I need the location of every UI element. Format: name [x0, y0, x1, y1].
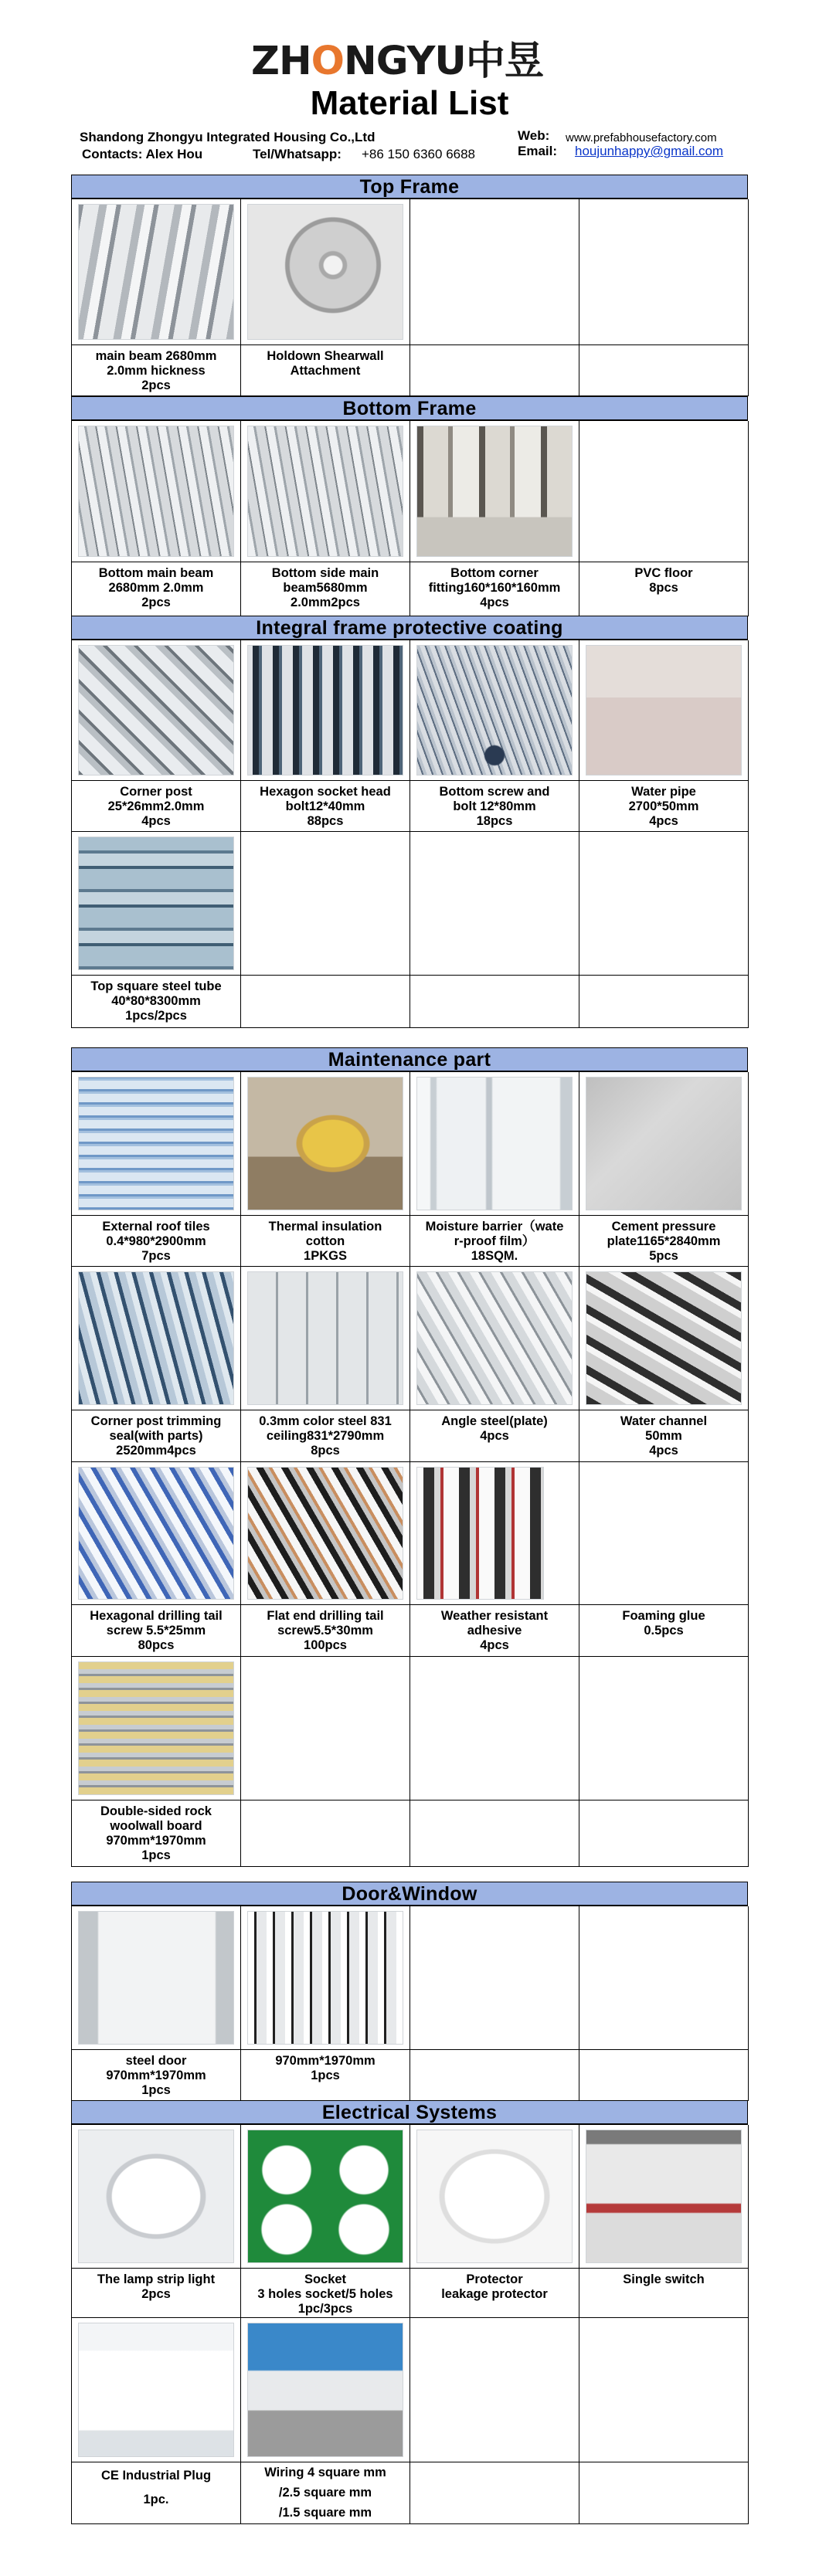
item-caption: Protector leakage protector	[410, 2269, 579, 2318]
empty-cell	[241, 976, 410, 1028]
bottom-screw-photo	[410, 640, 579, 781]
item-caption: Foaming glue 0.5pcs	[579, 1605, 749, 1657]
item-caption: Angle steel(plate) 4pcs	[410, 1410, 579, 1462]
window-photo	[241, 1906, 410, 2050]
empty-cell	[241, 1800, 410, 1867]
web-value: www.prefabhousefactory.com	[566, 131, 717, 144]
empty-cell	[579, 1657, 749, 1800]
angle-steel-photo	[410, 1267, 579, 1410]
insulation-cotton-photo	[241, 1072, 410, 1216]
section-title-bottom-frame: Bottom Frame	[71, 396, 748, 420]
item-caption: 0.3mm color steel 831 ceiling831*2790mm 8pcs	[241, 1410, 410, 1462]
bottom-side-beam-photo	[241, 421, 410, 562]
empty-cell	[410, 199, 579, 345]
protector-photo	[410, 2125, 579, 2269]
empty-cell	[579, 976, 749, 1028]
item-caption: Hexagon socket head bolt12*40mm 88pcs	[241, 781, 410, 832]
empty-cell	[410, 2462, 579, 2524]
main-beam-photo	[72, 199, 241, 345]
section-bottom-frame	[71, 396, 748, 616]
tel-label: Tel/Whatsapp:	[253, 147, 342, 161]
section-title-integral-frame: Integral frame protective coating	[71, 616, 748, 640]
material-grid	[71, 420, 748, 616]
item-caption: Corner post 25*26mm2.0mm 4pcs	[72, 781, 241, 832]
steel-door-photo	[72, 1906, 241, 2050]
empty-cell	[410, 1906, 579, 2050]
hex-bolt-photo	[241, 640, 410, 781]
holdown-photo	[241, 199, 410, 345]
empty-cell	[579, 421, 749, 562]
item-caption: Double-sided rock woolwall board 970mm*1970mm 1pcs	[72, 1800, 241, 1867]
item-caption: Hexagonal drilling tail screw 5.5*25mm 80pcs	[72, 1605, 241, 1657]
item-caption: Wiring 4 square mm /2.5 square mm /1.5 square mm	[241, 2462, 410, 2524]
roof-tile-photo	[72, 1072, 241, 1216]
item-caption: Cement pressure plate1165*2840mm 5pcs	[579, 1216, 749, 1267]
web-label: Web:	[518, 128, 550, 143]
water-channel-photo	[579, 1267, 749, 1410]
socket-photo	[241, 2125, 410, 2269]
document-header	[0, 0, 819, 174]
item-caption: Flat end drilling tail screw5.5*30mm 100pcs	[241, 1605, 410, 1657]
material-grid	[71, 1071, 748, 1867]
empty-cell	[579, 1906, 749, 2050]
empty-cell	[410, 2050, 579, 2101]
item-caption: Bottom corner fitting160*160*160mm 4pcs	[410, 562, 579, 616]
bottom-main-beam-photo	[72, 421, 241, 562]
section-title-top-frame: Top Frame	[71, 175, 748, 199]
item-caption: Water channel 50mm 4pcs	[579, 1410, 749, 1462]
empty-cell	[410, 2318, 579, 2462]
material-grid	[71, 1906, 748, 2101]
square-tube-photo	[72, 832, 241, 976]
moisture-barrier-photo	[410, 1072, 579, 1216]
rock-wool-panel-photo	[72, 1657, 241, 1800]
page-title: Material List	[310, 84, 509, 122]
item-caption: Single switch	[579, 2269, 749, 2318]
logo-wordmark: ZHONGYU中昱	[251, 39, 543, 84]
trim-seal-photo	[72, 1267, 241, 1410]
empty-cell	[410, 832, 579, 976]
empty-cell	[579, 345, 749, 396]
email-label: Email:	[518, 144, 558, 158]
empty-cell	[579, 1800, 749, 1867]
item-caption: Bottom side main beam5680mm 2.0mm2pcs	[241, 562, 410, 616]
switch-box-photo	[579, 2125, 749, 2269]
corner-fitting-photo	[410, 421, 579, 562]
item-caption: Water pipe 2700*50mm 4pcs	[579, 781, 749, 832]
empty-cell	[410, 976, 579, 1028]
lamp-photo	[72, 2125, 241, 2269]
section-integral-frame	[71, 616, 748, 1028]
empty-cell	[579, 2050, 749, 2101]
item-caption: Thermal insulation cotton 1PKGS	[241, 1216, 410, 1267]
material-grid	[71, 640, 748, 1028]
item-caption: Bottom main beam 2680mm 2.0mm 2pcs	[72, 562, 241, 616]
section-top-frame	[71, 175, 748, 396]
section-electrical	[71, 2100, 748, 2524]
item-caption: 970mm*1970mm 1pcs	[241, 2050, 410, 2101]
empty-cell	[241, 1657, 410, 1800]
company-name: Shandong Zhongyu Integrated Housing Co.,Ltd	[80, 130, 376, 144]
item-caption: Holdown Shearwall Attachment	[241, 345, 410, 396]
item-caption: Socket 3 holes socket/5 holes 1pc/3pcs	[241, 2269, 410, 2318]
empty-cell	[410, 1657, 579, 1800]
section-maintenance	[71, 1047, 748, 1867]
ceiling-steel-photo	[241, 1267, 410, 1410]
item-caption: steel door 970mm*1970mm 1pcs	[72, 2050, 241, 2101]
section-title-electrical: Electrical Systems	[71, 2100, 748, 2124]
item-caption: Weather resistant adhesive 4pcs	[410, 1605, 579, 1657]
empty-cell	[410, 345, 579, 396]
flat-drill-screw-photo	[241, 1462, 410, 1605]
empty-cell	[410, 1800, 579, 1867]
material-grid	[71, 199, 748, 396]
empty-cell	[241, 832, 410, 976]
item-caption: PVC floor 8pcs	[579, 562, 749, 616]
tel-value: +86 150 6360 6688	[362, 147, 476, 161]
water-pipe-photo	[579, 640, 749, 781]
cement-plate-photo	[579, 1072, 749, 1216]
wiring-photo	[241, 2318, 410, 2462]
empty-cell	[579, 2462, 749, 2524]
item-caption: Top square steel tube 40*80*8300mm 1pcs/2pcs	[72, 976, 241, 1028]
corner-post-photo	[72, 640, 241, 781]
company-logo	[251, 40, 568, 83]
sealant-photo	[410, 1462, 579, 1605]
item-caption: main beam 2680mm 2.0mm hickness 2pcs	[72, 345, 241, 396]
item-caption: CE Industrial Plug 1pc.	[72, 2462, 241, 2524]
empty-cell	[579, 2318, 749, 2462]
empty-cell	[579, 199, 749, 345]
item-caption: Bottom screw and bolt 12*80mm 18pcs	[410, 781, 579, 832]
empty-cell	[579, 1462, 749, 1605]
item-caption: Corner post trimming seal(with parts) 2520mm4pcs	[72, 1410, 241, 1462]
section-title-maintenance: Maintenance part	[71, 1047, 748, 1071]
section-door-window	[71, 1882, 748, 2101]
empty-cell	[579, 832, 749, 976]
item-caption: External roof tiles 0.4*980*2900mm 7pcs	[72, 1216, 241, 1267]
hex-drill-screw-photo	[72, 1462, 241, 1605]
email-link[interactable]: houjunhappy@gmail.com	[575, 144, 724, 158]
section-title-door-window: Door&Window	[71, 1882, 748, 1906]
industrial-plug-photo	[72, 2318, 241, 2462]
item-caption: Moisture barrier（wate r-proof film） 18SQM.	[410, 1216, 579, 1267]
contacts-line: Contacts: Alex Hou	[82, 147, 203, 161]
item-caption: The lamp strip light 2pcs	[72, 2269, 241, 2318]
material-grid	[71, 2124, 748, 2524]
